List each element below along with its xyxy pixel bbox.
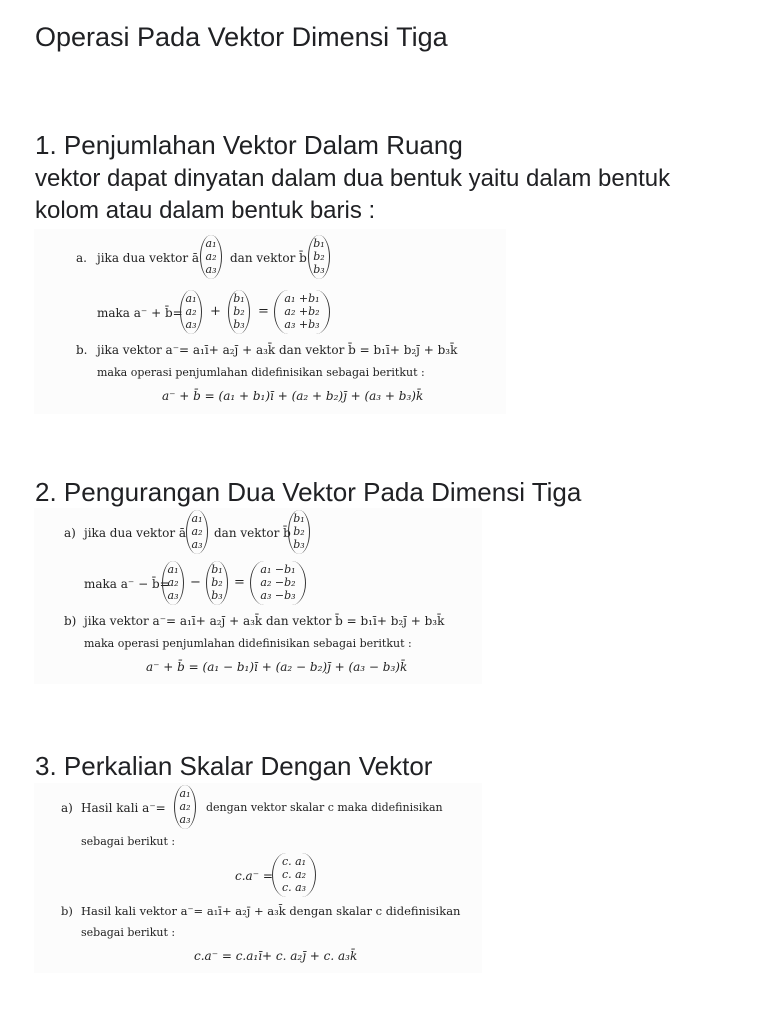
formula-text: c.a⁻ = xyxy=(235,869,273,883)
column-vector-difference xyxy=(250,561,306,605)
vector-cell: b₂ xyxy=(211,576,223,589)
formula-text: Hasil kali vektor a⁻= a₁ī+ a₂j̄ + a₃k̄ dengan skalar c didefinisikan xyxy=(81,904,461,918)
item-label: a) xyxy=(64,526,76,540)
section-intro: vektor dapat dinyatan dalam dua bentuk yaitu dalam bentuk kolom atau dalam bentuk baris : xyxy=(35,165,671,224)
section-heading-addition: 1. Penjumlahan Vektor Dalam Ruang xyxy=(35,130,463,160)
vector-cell: b₃ xyxy=(211,589,223,602)
vector-cell: a₂ xyxy=(167,576,179,589)
column-vector-b xyxy=(308,235,330,279)
vector-cell: a₁ xyxy=(185,292,197,305)
vector-cell: c. a₃ xyxy=(281,881,307,894)
column-vector-sum xyxy=(274,290,330,334)
formula-text: jika dua vektor ā xyxy=(84,526,187,540)
vector-cell: a₁ xyxy=(167,563,179,576)
equals-sign: = xyxy=(234,575,245,590)
formula-text: jika dua vektor ā xyxy=(97,251,200,265)
vector-cell: a₁ xyxy=(191,512,203,525)
column-vector-b xyxy=(288,510,310,554)
item-label: a) xyxy=(61,801,73,815)
item-label: b. xyxy=(76,343,88,357)
section-heading-scalar-multiplication: 3. Perkalian Skalar Dengan Vektor xyxy=(35,751,433,781)
formula-image-addition xyxy=(34,229,506,414)
vector-cell: a₁ xyxy=(205,237,217,250)
vector-cell: c. a₂ xyxy=(281,868,307,881)
formula-text: jika vektor a⁻= a₁ī+ a₂j̄ + a₃k̄ dan vektor b̄ = b₁ī+ b₂j̄ + b₃k̄ xyxy=(97,343,458,357)
vector-cell: a₂ xyxy=(179,800,191,813)
vector-cell: a₃ +b₃ xyxy=(284,318,320,331)
page-title: Operasi Pada Vektor Dimensi Tiga xyxy=(35,22,448,52)
vector-cell: b₃ xyxy=(313,263,325,276)
column-vector-a xyxy=(174,785,196,829)
vector-cell: a₂ xyxy=(185,305,197,318)
vector-cell: a₃ xyxy=(205,263,217,276)
vector-cell: c. a₁ xyxy=(281,855,307,868)
vector-cell: a₂ +b₂ xyxy=(284,305,320,318)
formula-text: Hasil kali a⁻= xyxy=(81,801,166,815)
formula-description: sebagai berikut : xyxy=(81,926,176,939)
vector-cell: a₃ xyxy=(191,538,203,551)
vector-cell: b₃ xyxy=(293,538,305,551)
equals-sign: = xyxy=(258,304,269,319)
formula-text: maka a⁻ − b̄= xyxy=(84,577,170,591)
column-vector-a xyxy=(186,510,208,554)
vector-cell: a₃ xyxy=(179,813,191,826)
column-vector-b xyxy=(228,290,250,334)
vector-cell: b₁ xyxy=(293,512,305,525)
vector-cell: a₂ xyxy=(205,250,217,263)
formula-text: dan vektor b̄ xyxy=(214,526,291,540)
column-vector-a xyxy=(200,235,222,279)
formula-description: maka operasi penjumlahan didefinisikan sebagai beritkut : xyxy=(84,637,412,650)
item-label: b) xyxy=(64,614,77,628)
vector-cell: a₂ −b₂ xyxy=(260,576,296,589)
vector-cell: b₂ xyxy=(293,525,305,538)
vector-cell: a₃ −b₃ xyxy=(260,589,296,602)
column-vector-b xyxy=(206,561,228,605)
formula-image-subtraction xyxy=(34,508,482,684)
column-vector-a xyxy=(162,561,184,605)
vector-cell: b₂ xyxy=(233,305,245,318)
vector-cell: a₃ xyxy=(167,589,179,602)
plus-sign: + xyxy=(210,304,221,319)
formula-description: sebagai berikut : xyxy=(81,835,176,848)
vector-cell: a₃ xyxy=(185,318,197,331)
minus-sign: − xyxy=(190,575,201,590)
vector-cell: b₂ xyxy=(313,250,325,263)
vector-cell: b₃ xyxy=(233,318,245,331)
formula-text: dengan vektor skalar c maka didefinisikan xyxy=(206,801,443,814)
item-label: a. xyxy=(76,251,87,265)
formula-result: a⁻ + b̄ = (a₁ + b₁)ī + (a₂ + b₂)j̄ + (a₃ + b₃)k̄ xyxy=(162,389,424,403)
vector-cell: a₁ +b₁ xyxy=(284,292,320,305)
column-vector-scaled xyxy=(272,853,316,897)
formula-text: dan vektor b̄ xyxy=(230,251,307,265)
vector-cell: b₁ xyxy=(211,563,223,576)
item-label: b) xyxy=(61,904,73,918)
vector-cell: a₂ xyxy=(191,525,203,538)
formula-description: maka operasi penjumlahan didefinisikan sebagai beritkut : xyxy=(97,366,425,379)
vector-cell: b₁ xyxy=(233,292,245,305)
formula-text: jika vektor a⁻= a₁ī+ a₂j̄ + a₃k̄ dan vektor b̄ = b₁ī+ b₂j̄ + b₃k̄ xyxy=(84,614,445,628)
formula-result: a⁻ + b̄ = (a₁ − b₁)ī + (a₂ − b₂)j̄ + (a₃ − b₃)k̄ xyxy=(146,660,408,674)
section-heading-subtraction: 2. Pengurangan Dua Vektor Pada Dimensi Tiga xyxy=(35,477,582,507)
vector-cell: a₁ −b₁ xyxy=(260,563,296,576)
formula-image-scalar xyxy=(34,783,482,973)
vector-cell: b₁ xyxy=(313,237,325,250)
vector-cell: a₁ xyxy=(179,787,191,800)
column-vector-a xyxy=(180,290,202,334)
formula-text: maka a⁻ + b̄= xyxy=(97,306,183,320)
formula-result: c.a⁻ = c.a₁ī+ c. a₂j̄ + c. a₃k̄ xyxy=(194,949,358,963)
